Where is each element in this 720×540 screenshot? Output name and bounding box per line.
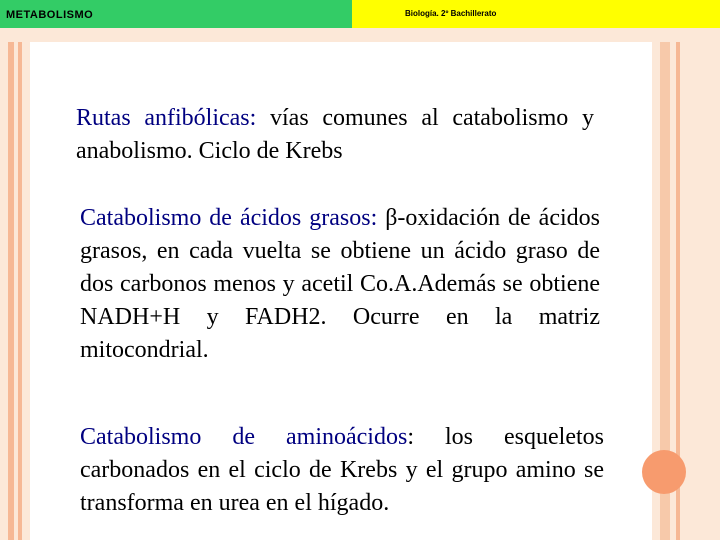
decorative-circle — [642, 450, 686, 494]
left-stripe-thin — [18, 42, 22, 540]
definition-rutas-anfibolicas: vías comunes al catabolismo y anabolismo. Ciclo de Krebs — [76, 105, 594, 164]
paragraph-rutas-anfibolicas — [76, 102, 594, 168]
term-rutas-anfibolicas: Rutas anfibólicas: — [76, 105, 257, 131]
section-title: METABOLISMO — [6, 9, 94, 21]
left-stripe — [8, 42, 14, 540]
header-right-bar — [352, 0, 720, 28]
term-catabolismo-aminoacidos: Catabolismo de aminoácidos — [80, 424, 408, 450]
term-catabolismo-acidos-grasos: Catabolismo de ácidos grasos: — [80, 205, 378, 231]
course-title: Biología. 2º Bachillerato — [405, 9, 497, 18]
paragraph-catabolismo-acidos-grasos — [80, 202, 600, 367]
definition-catabolismo-acidos-grasos: β-oxidación de ácidos grasos, en cada vuelta se obtiene un ácido graso de dos carbonos menos y acetil Co.A.Además se obtiene NADH+H y FADH2. Ocurre en la matriz mitocondrial. — [80, 205, 600, 363]
definition-catabolismo-aminoacidos: : los esqueletos carbonados en el ciclo de Krebs y el grupo amino se transforma en urea en el hígado. — [80, 424, 604, 516]
header-left-bar — [0, 0, 352, 28]
paragraph-catabolismo-aminoacidos — [80, 421, 604, 520]
